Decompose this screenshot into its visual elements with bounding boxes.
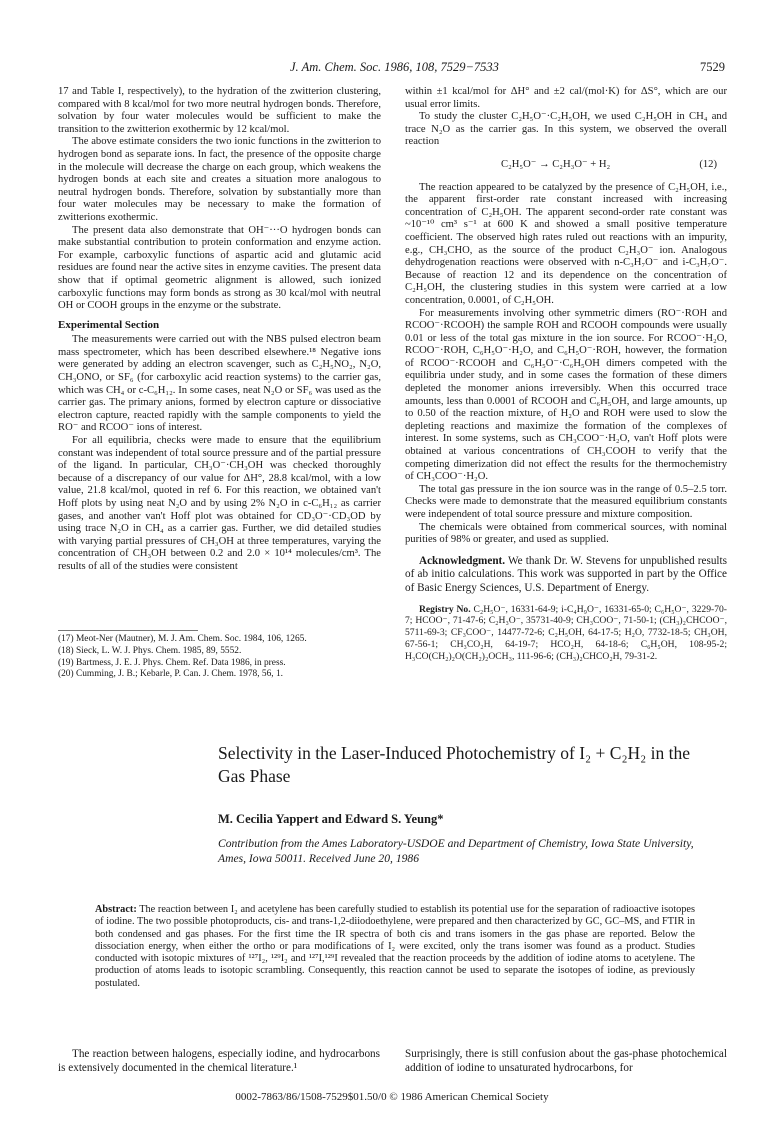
reference-item: (20) Cumming, J. B.; Kebarle, P. Can. J. Chem. 1978, 56, 1. — [58, 669, 283, 680]
paragraph: The above estimate considers the two ionic functions in the zwitterion to hydrogen bond as separate ions. In fact, the presence of the opposite charge in the molecule will decrease the charge on each group, which weakens the hydrogen bonds at each site and creates a situation more analogous to neutral hydrogen bonds. Therefore, solvation by substantially more than four water molecules may be necessary to make the formation of zwitterions exothermic. — [58, 136, 381, 223]
intro-right: Surprisingly, there is still confusion about the gas-phase photochemical addition of iodine to unsaturated hydrocarbons, for — [405, 1048, 727, 1074]
paragraph: To study the cluster C₂H₅O⁻·C₂H₅OH, we used C₂H₅OH in CH₄ and trace N₂O as the carrier gas. In this system, we observed the overall reaction — [405, 111, 727, 148]
running-header: J. Am. Chem. Soc. 1986, 108, 7529−7533 — [290, 60, 499, 74]
equation — [405, 159, 727, 172]
acknowledgment — [405, 555, 727, 596]
abstract-text: The reaction between I₂ and acetylene has been carefully studied to establish its potential use for the separation of radioactive isotopes of iodine. The two possible photoproducts, cis- and trans-1,2-diiodoethylene, were prepared and then characterized by GC, GC–MS, and FTIR in both condensed and gas phases. For the first time the IR spectra of both cis and trans isomers in the gas phase are reported. Below the dissociation energy, when either the ortho or para modifications of I₂ were excited, only the trans isomer was found as a product. Studies conducted with isotopic mixtures of ¹²⁷I₂, ¹²⁹I₂ and ¹²⁷I,¹²⁹I revealed that the reaction proceeds by the addition of iodine atoms to acetylene. The production of atoms leads to isotopic scrambling. Consequently, this reaction cannot be used to separate the isotopes of iodine, as previously postulated. — [95, 904, 695, 989]
paragraph: The total gas pressure in the ion source was in the range of 0.5–2.5 torr. Checks were made to demonstrate that the measured equilibrium constants were independent of total source pressure and mixture composition. — [405, 483, 727, 520]
section-heading: Experimental Section — [58, 318, 160, 331]
acknowledgment-heading: Acknowledgment. — [419, 554, 506, 567]
abstract-label: Abstract: — [95, 904, 137, 915]
paragraph: 17 and Table I, respectively), to the hydration of the zwitterion clustering, compared with 8 kcal/mol for two more neutral hydrogen bonds. Therefore, solvation by four water molecules would be sufficient to make the transition to the zwitterion exothermic by 12 kcal/mol. — [58, 86, 381, 135]
reference-item: (18) Sieck, L. W. J. Phys. Chem. 1985, 89, 5552. — [58, 645, 242, 656]
page-footer: 0002-7863/86/1508-7529$01.50/0 © 1986 American Chemical Society — [235, 1091, 549, 1103]
paragraph: The measurements were carried out with the NBS pulsed electron beam mass spectrometer, which has been described elsewhere.¹⁸ Negative ions were generated by adding an electron scavenger, such as C₂H₅NO₂, N₂O, CH₃ONO, or SF₆ (for carboxylic acid reaction systems) to the carrier gas, which was CH₄ or c-C₆H₁₂. In some cases, neat N₂O or SF₆ was used as the carrier gas. The primary anions, formed by electron capture or dissociative electron capture, reacted rapidly with the sample components to yield the RO⁻ and RCOO⁻ ions of interest. — [58, 334, 381, 434]
paragraph: The chemicals were obtained from commerical sources, with nominal purities of 98% or greater, and used as supplied. — [405, 521, 727, 546]
left-column — [58, 86, 381, 574]
equation-text: C₂H₅O⁻ → C₂H₃O⁻ + H₂ — [501, 158, 611, 170]
paragraph: The reaction appeared to be catalyzed by the presence of C₂H₅OH, i.e., the apparent first-order rate constant increased with increasing concentration of C₂H₅OH. The apparent second-order rate constant was ~10⁻¹⁰ cm³ s⁻¹ at 600 K and showed a small positive temperature coefficient. The observed high rates ruled out reactions with an impurity, e.g., CH₃CHO, as the source of the product C₂H₃O⁻ ion. Analogous dehydrogenation reactions were observed with n-C₃H₇O⁻ and i-C₃H₇O⁻. Because of reaction 12 and its dependence on the concentration of C₂H₅OH, the clustering studies in this system were carried at a low concentration, 0.0001, of C₂H₅OH. — [405, 181, 727, 306]
article-authors: M. Cecilia Yappert and Edward S. Yeung* — [218, 812, 444, 826]
registry-numbers — [405, 604, 727, 664]
reference-list — [58, 634, 388, 681]
right-column — [405, 86, 727, 663]
footnote-divider — [58, 630, 198, 631]
page-number: 7529 — [700, 60, 725, 74]
paragraph: For measurements involving other symmetric dimers (RO⁻·ROH and RCOO⁻·RCOOH) the sample ROH and RCOOH compounds were usually 0.01 or less of the total gas mixture in the ion source. For RCOO⁻·H₂O, RCOO⁻·ROH, C₆H₅O⁻·H₂O, and C₆H₅O⁻·ROH, however, the formation of RCOO⁻·RCOOH and C₆H₅O⁻·C₆H₅OH dimers competed with the equilibria under study, and in some cases the formation of these dimers depleted the monomer anions irreversibly. When this occurred trace amounts, less than 0.0001 of RCOOH and C₆H₅OH, and large amounts, up to 0.50 of the reaction mixture, of H₂O and ROH were used to slow the depleting reactions and maximize the formation of the complexes of interest. In some systems, such as CH₃COO⁻·H₂O, van't Hoff plots were obtained at various concentrations of CH₃COOH to verify that the competing dimerization did not effect the results for the thermochemistry of CH₃COO⁻·H₂O. — [405, 307, 727, 483]
equation-number: (12) — [699, 158, 717, 170]
reference-item: (17) Meot-Ner (Mautner), M. J. Am. Chem. Soc. 1984, 106, 1265. — [58, 634, 307, 644]
abstract — [95, 904, 695, 990]
registry-heading: Registry No. — [419, 603, 471, 615]
reference-item: (19) Bartmess, J. E. J. Phys. Chem. Ref. Data 1986, in press. — [58, 657, 286, 668]
article-affiliation: Contribution from the Ames Laboratory-USDOE and Department of Chemistry, Iowa State University, Ames, Iowa 50011. Received June 20, 1986 — [218, 837, 694, 865]
paragraph: For all equilibria, checks were made to ensure that the equilibrium constant was independent of total source pressure and of the partial pressure of the ligand. In particular, CH₃O⁻·CH₃OH was checked thoroughly because of a discrepancy of our value for ΔH°, 28.8 kcal/mol, with a low value, 21.8 kcal/mol, quoted in ref 6. For this reaction, we obtained van't Hoff plots by using neat N₂O and by using 2% N₂O in c-C₆H₁₂ as carrier gases, and another van't Hoff plot was obtained for CD₃O⁻·CD₃OD by using trace N₂O in CH₄ as a carrier gas. Further, we did detailed studies with varying partial pressures of CH₃OH at three temperatures, varying the concentration of CH₃OH between 0.2 and 2.0 × 10¹⁴ molecules/cm³. The results of all of the studies were consistent — [58, 435, 381, 572]
paragraph: within ±1 kcal/mol for ΔH° and ±2 cal/(mol·K) for ΔS°, which are our usual error limits. — [405, 86, 727, 110]
acknowledgment-text: We thank Dr. W. Stevens for unpublished results of ab initio calculations. This work was supported in part by the Office of Basic Energy Sciences, U.S. Department of Energy. — [405, 554, 727, 594]
intro-left: The reaction between halogens, especially iodine, and hydrocarbons is extensively documented in the chemical literature.¹ — [58, 1048, 380, 1074]
registry-text: C₂H₅O⁻, 16331-64-9; i-C₄H₉O⁻, 16331-65-0; C₆H₅O⁻, 3229-70-7; HCOO⁻, 71-47-6; C₂H₃O⁻, 35731-40-9; CH₃COO⁻, 71-50-1; (CH₃)₂CHCOO⁻, 5711-69-3; CF₃COO⁻, 14477-72-6; C₂H₅OH, 64-17-5; H₂O, 7732-18-5; CH₃OH, 67-56-1; CH₃CO₂H, 64-19-7; HCO₂H, 64-18-6; C₆H₅OH, 108-95-2; H₃CO(CH₂)₂O(CH₂)₂OCH₃, 111-96-6; (CH₃)₂CHCO₂H, 79-31-2. — [405, 603, 727, 663]
article-title: Selectivity in the Laser-Induced Photochemistry of I₂ + C₂H₂ in the Gas Phase — [218, 743, 691, 786]
paragraph: The present data also demonstrate that OH⁻···O hydrogen bonds can make substantial contribution to protein conformation and enzyme action. For example, carboxylic functions of aspartic acid and glutamic acid residues are found near the active sites in enzyme cavities. The present data show that if optimal geometric alignment is allowed, such ionized carboxylic functions may form bonds as strong as 30 kcal/mol with neutral OH or COOH groups in the enzyme or the substrate. — [58, 224, 381, 312]
